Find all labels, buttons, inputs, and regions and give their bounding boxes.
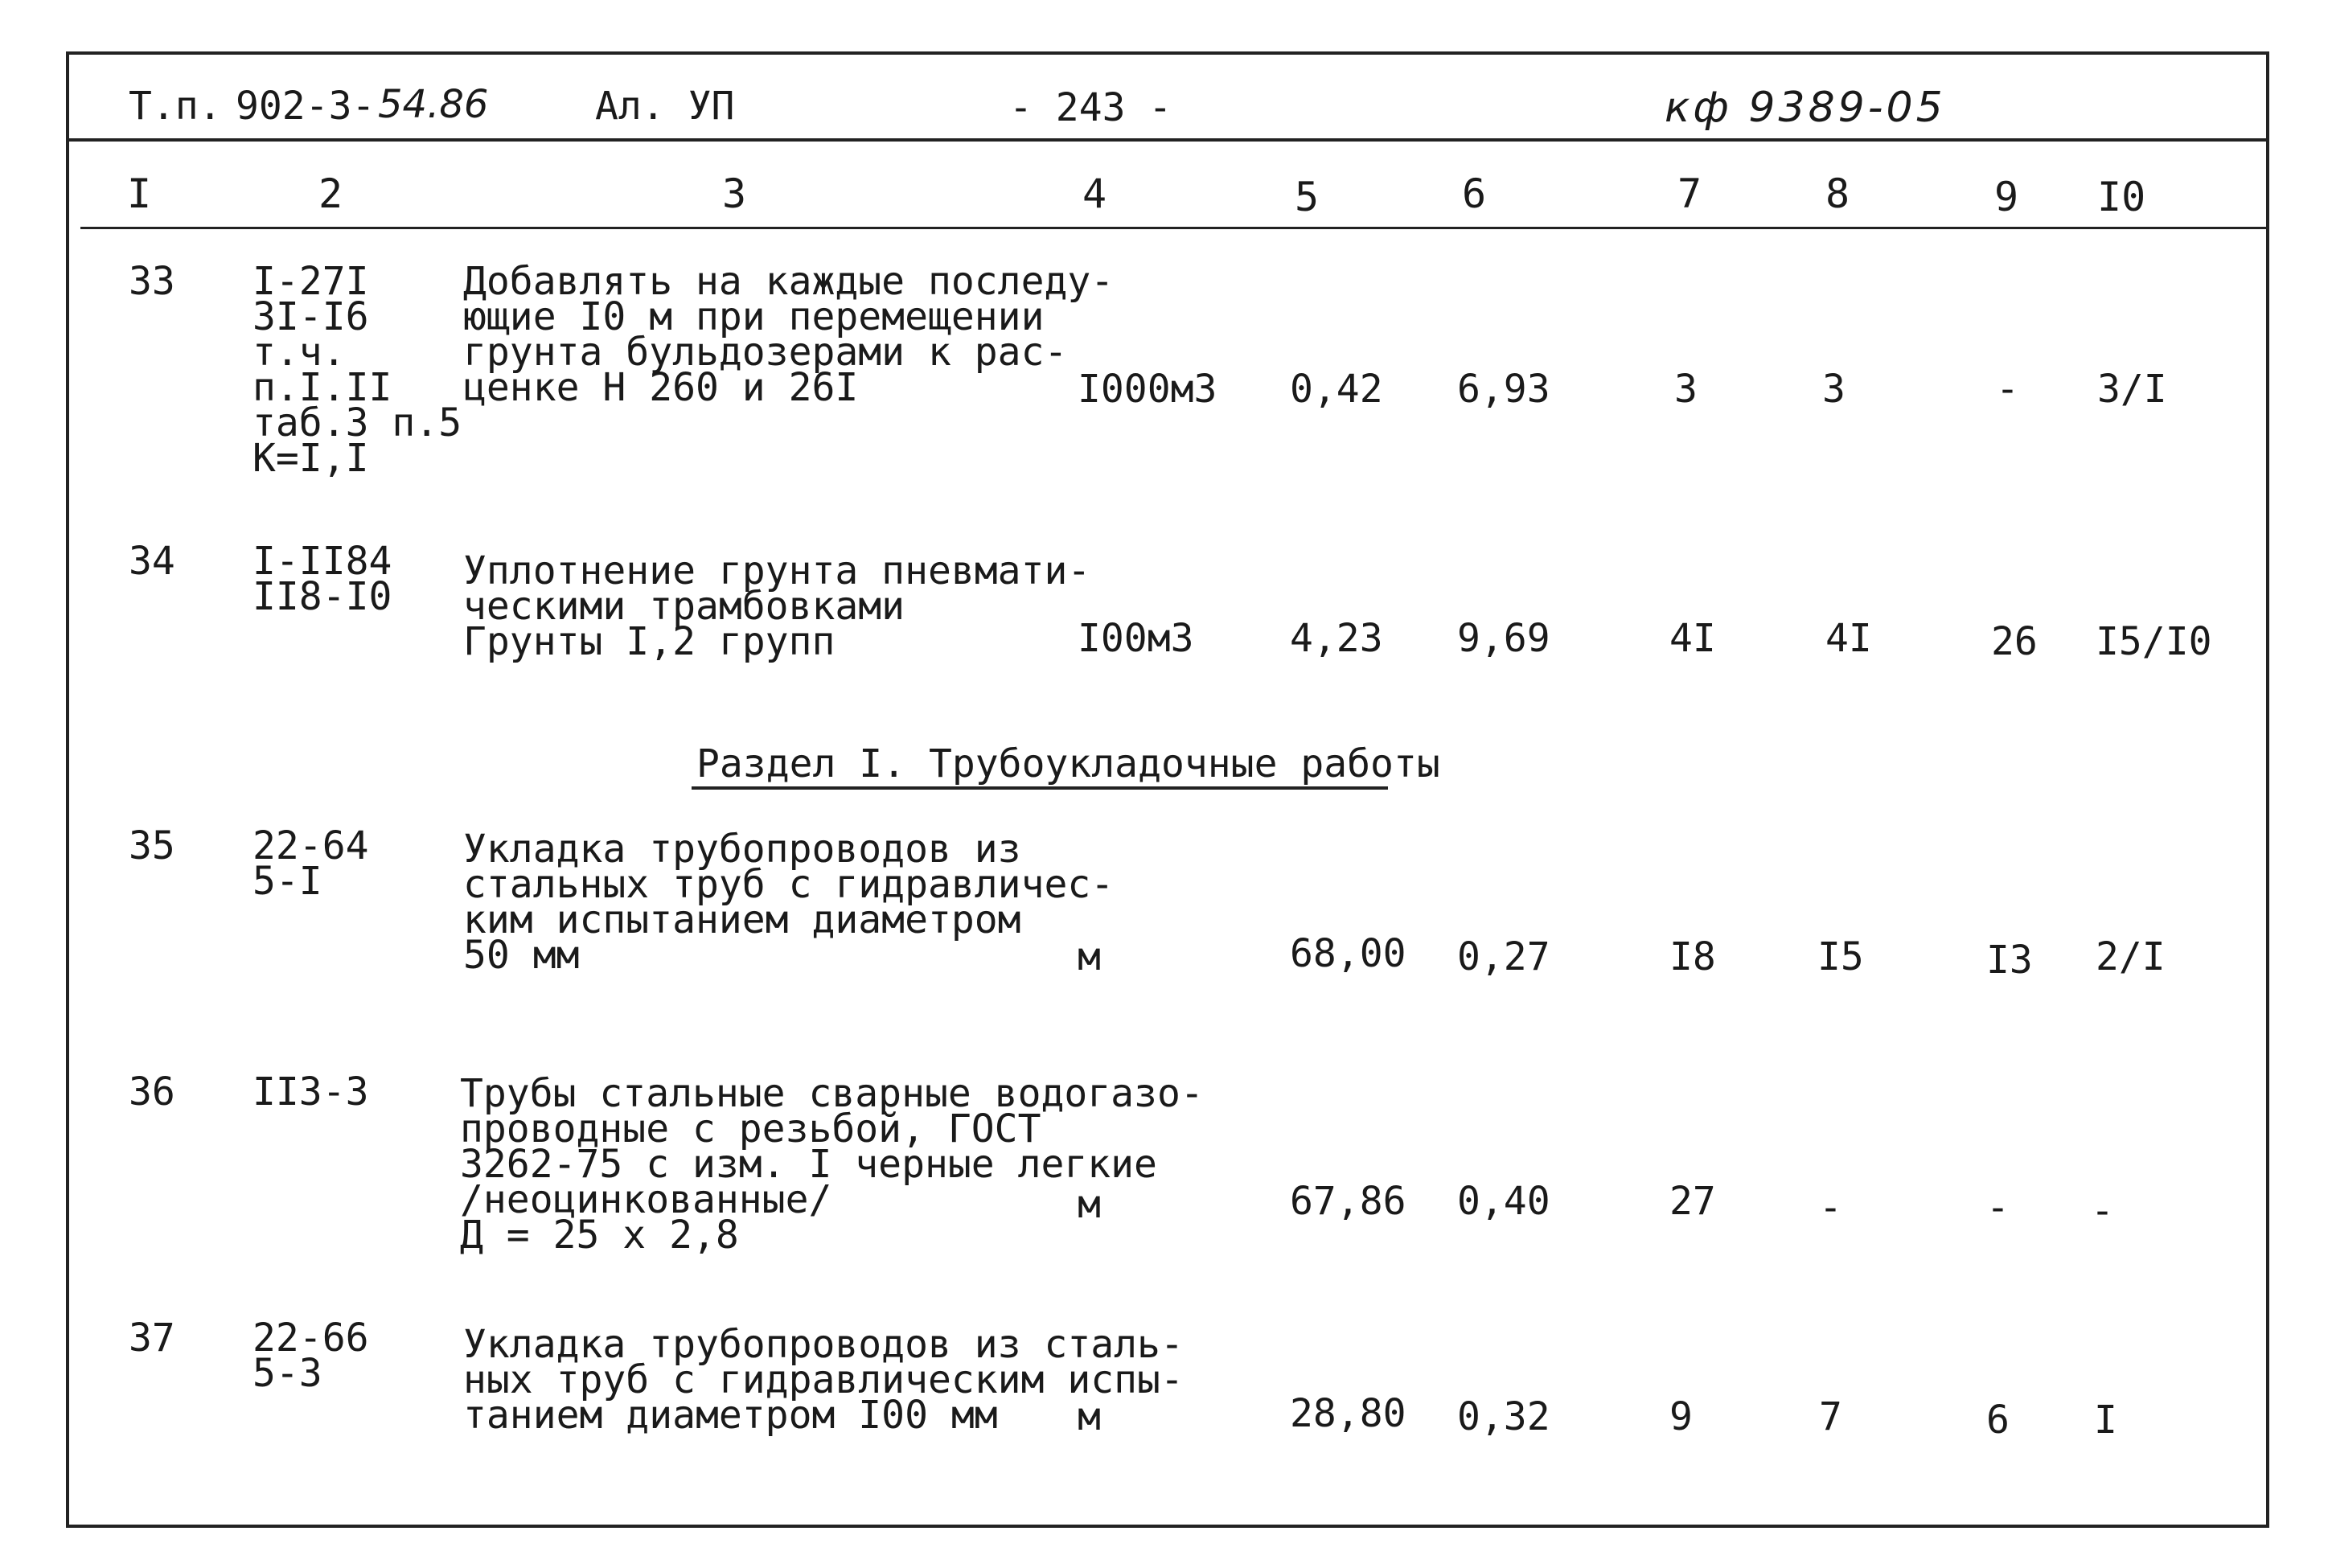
col-6-value: 9,69 <box>1457 616 1550 661</box>
rate-code: I-II84 II8-I0 <box>253 539 392 619</box>
rate-code: 22-66 5-3 <box>253 1316 369 1396</box>
col-9-value: - <box>1996 367 2019 412</box>
work-description: Уплотнение грунта пневмати- ческими трамбовками Грунты I,2 групп <box>463 548 1091 664</box>
unit: м <box>1078 934 1101 979</box>
col-6-value: 0,27 <box>1457 934 1550 979</box>
col-7-value: 27 <box>1669 1179 1716 1224</box>
row-number: 34 <box>129 539 175 584</box>
col-num-3: 3 <box>722 170 747 217</box>
col-10-value: I <box>2094 1398 2117 1443</box>
col-7-value: I8 <box>1669 934 1716 979</box>
archive-stamp: кф 9389-05 <box>1665 84 1946 132</box>
col-5-value: 4,23 <box>1290 616 1383 661</box>
col-7-value: 9 <box>1669 1394 1693 1439</box>
col-10-value: 2/I <box>2096 934 2166 979</box>
col-8-value: 4I <box>1825 616 1872 661</box>
project-code-handwritten: 54.86 <box>378 82 489 127</box>
col-9-value: - <box>1986 1185 2010 1230</box>
col-num-5: 5 <box>1295 174 1320 220</box>
col-6-value: 6,93 <box>1457 367 1550 412</box>
section-title: Раздел I. Трубоукладочные работы <box>696 741 1440 786</box>
col-5-value: 67,86 <box>1290 1179 1406 1224</box>
col-8-value: I5 <box>1817 934 1864 979</box>
col-num-7: 7 <box>1677 170 1702 217</box>
row-number: 37 <box>129 1316 175 1361</box>
section-title-underline <box>692 786 1388 790</box>
work-description: Укладка трубопроводов из сталь- ных труб с гидравлическим испы- танием диаметром I00 мм <box>463 1322 1184 1438</box>
col-num-6: 6 <box>1462 170 1487 217</box>
col-10-value: - <box>2091 1188 2114 1233</box>
col-9-value: 6 <box>1986 1398 2010 1443</box>
rate-code: II3-3 <box>253 1069 369 1114</box>
unit: I000м3 <box>1078 367 1217 412</box>
header-rule <box>69 138 2269 142</box>
col-10-value: 3/I <box>2097 367 2167 412</box>
col-8-value: - <box>1819 1185 1842 1230</box>
col-num-2: 2 <box>318 170 343 217</box>
project-code: 902-3- <box>236 84 376 129</box>
work-description: Добавлять на каждые последу- ющие I0 м при перемещении грунта бульдозерами к рас- ценке Н 260 и 26I <box>463 259 1115 410</box>
album-label: Ал. УП <box>595 84 735 129</box>
col-9-value: 26 <box>1991 619 2038 664</box>
col-7-value: 4I <box>1669 616 1716 661</box>
col-8-value: 3 <box>1822 367 1846 412</box>
col-9-value: I3 <box>1986 938 2033 983</box>
col-5-value: 28,80 <box>1290 1391 1406 1436</box>
col-num-10: I0 <box>2097 174 2146 220</box>
col-6-value: 0,32 <box>1457 1394 1550 1439</box>
work-description: Трубы стальные сварные водогазо- проводные с резьбой, ГОСТ 3262-75 с изм. I черные легкие /неоцинкованные/ Д = 25 х 2,8 <box>460 1071 1204 1258</box>
col-8-value: 7 <box>1819 1394 1842 1439</box>
col-num-9: 9 <box>1994 174 2019 220</box>
project-prefix: Т.п. <box>129 84 222 129</box>
col-6-value: 0,40 <box>1457 1179 1550 1224</box>
col-10-value: I5/I0 <box>2096 619 2212 664</box>
unit: I00м3 <box>1078 616 1194 661</box>
row-number: 36 <box>129 1069 175 1114</box>
col-num-1: I <box>127 170 152 217</box>
col-7-value: 3 <box>1674 367 1698 412</box>
col-num-8: 8 <box>1825 170 1850 217</box>
page-number: - 243 - <box>1009 85 1172 130</box>
rate-code: 22-64 5-I <box>253 823 369 904</box>
col-5-value: 68,00 <box>1290 931 1406 976</box>
unit: м <box>1078 1394 1101 1439</box>
unit: м <box>1078 1182 1101 1227</box>
row-number: 33 <box>129 259 175 304</box>
rate-code: I-27I 3I-I6 т.ч. п.I.II таб.3 п.5 К=I,I <box>253 259 462 481</box>
row-number: 35 <box>129 823 175 868</box>
work-description: Укладка трубопроводов из стальных труб с гидравличес- ким испытанием диаметром 50 мм <box>463 827 1115 978</box>
column-header-rule <box>80 227 2269 229</box>
col-num-4: 4 <box>1082 170 1107 217</box>
col-5-value: 0,42 <box>1290 367 1383 412</box>
